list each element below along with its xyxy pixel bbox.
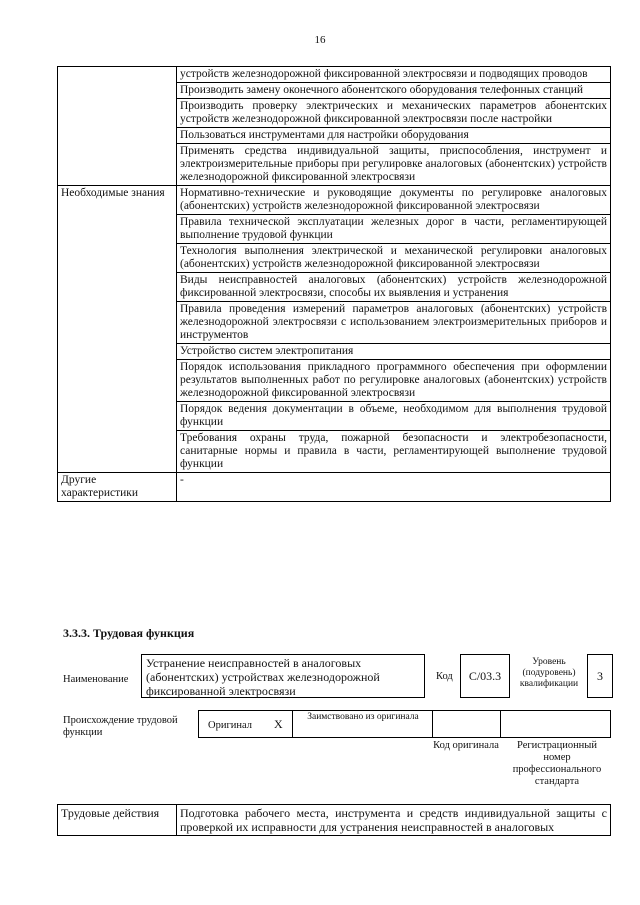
function-name-value: Устранение неисправностей в аналоговых (абонентских) устройствах железнодорожной фиксированной электросвязи bbox=[146, 656, 380, 698]
function-name-box bbox=[141, 654, 425, 698]
code-value: С/03.3 bbox=[468, 669, 502, 683]
level-value: 3 bbox=[597, 669, 603, 683]
reg-number-caption: Регистрационный номер профессионального стандарта bbox=[512, 740, 602, 787]
other-characteristics-label: Другие характеристики bbox=[58, 473, 177, 502]
labor-actions-table bbox=[57, 804, 611, 836]
skill-item: Производить проверку электрических и механических параметров абонентских устройств железнодорожной фиксированной электросвязи после настройки bbox=[177, 99, 611, 128]
knowledge-item: Порядок ведения документации в объеме, необходимом для выполнения трудовой функции bbox=[177, 402, 611, 431]
knowledge-item: Правила технической эксплуатации железных дорог в части, регламентирующей выполнение трудовой функции bbox=[177, 215, 611, 244]
code-box bbox=[460, 654, 510, 698]
code-original-caption: Код оригинала bbox=[433, 740, 499, 751]
level-label: Уровень (подуровень) квалификации bbox=[519, 657, 579, 689]
code-label: Код bbox=[436, 671, 453, 682]
origin-divider bbox=[500, 710, 501, 738]
knowledge-label: Необходимые знания bbox=[58, 186, 177, 473]
origin-divider bbox=[432, 710, 433, 738]
knowledge-item: Требования охраны труда, пожарной безопасности и электробезопасности, санитарные нормы и правила в части, регламентирующей выполнение трудовой функции bbox=[177, 431, 611, 473]
skill-item: Производить замену оконечного абонентского оборудования телефонных станций bbox=[177, 83, 611, 99]
section-title: 3.3.3. Трудовая функция bbox=[63, 626, 195, 640]
page-number: 16 bbox=[314, 34, 326, 46]
labor-actions-label: Трудовые действия bbox=[58, 805, 177, 836]
origin-divider bbox=[292, 710, 293, 738]
labor-action-item: Подготовка рабочего места, инструмента и средств индивидуальной защиты с проверкой их исправности для устранения неисправностей в аналоговых bbox=[177, 805, 611, 836]
level-box bbox=[587, 654, 613, 698]
borrowed-label: Заимствовано из оригинала bbox=[307, 712, 419, 722]
knowledge-item: Правила проведения измерений параметров аналоговых (абонентских) устройств железнодорожной электросвязи с использованием электроизмерительных приборов и инструментов bbox=[177, 302, 611, 344]
skill-item: Пользоваться инструментами для настройки оборудования bbox=[177, 128, 611, 144]
knowledge-item: Порядок использования прикладного программного обеспечения при оформлении результатов выполненных работ по регулировке аналоговых (абонентских) устройств железнодорожной фиксированной электросвязи bbox=[177, 360, 611, 402]
knowledge-item: Технология выполнения электрической и механической регулировки аналоговых (абонентских) устройств железнодорожной фиксированной электросвязи bbox=[177, 244, 611, 273]
skill-item: устройств железнодорожной фиксированной электросвязи и подводящих проводов bbox=[177, 67, 611, 83]
other-characteristics-value: - bbox=[177, 473, 611, 502]
skill-item: Применять средства индивидуальной защиты, приспособления, инструмент и электроизмерительные приборы при регулировке аналоговых (абонентских) устройств железнодорожной фиксированной электросвязи bbox=[177, 144, 611, 186]
skills-label-cell bbox=[58, 67, 177, 186]
knowledge-item: Устройство систем электропитания bbox=[177, 344, 611, 360]
knowledge-item: Виды неисправностей аналоговых (абонентских) устройств железнодорожной фиксированной электросвязи, способы их выявления и устранения bbox=[177, 273, 611, 302]
original-mark: X bbox=[274, 717, 283, 731]
knowledge-item: Нормативно-технические и руководящие документы по регулировке аналоговых (абонентских) устройств железнодорожной фиксированной электросвязи bbox=[177, 186, 611, 215]
origin-label: Происхождение трудовой функции bbox=[63, 715, 178, 738]
original-label: Оригинал bbox=[208, 720, 252, 731]
function-details-table bbox=[57, 66, 611, 502]
name-label: Наименование bbox=[63, 674, 129, 685]
